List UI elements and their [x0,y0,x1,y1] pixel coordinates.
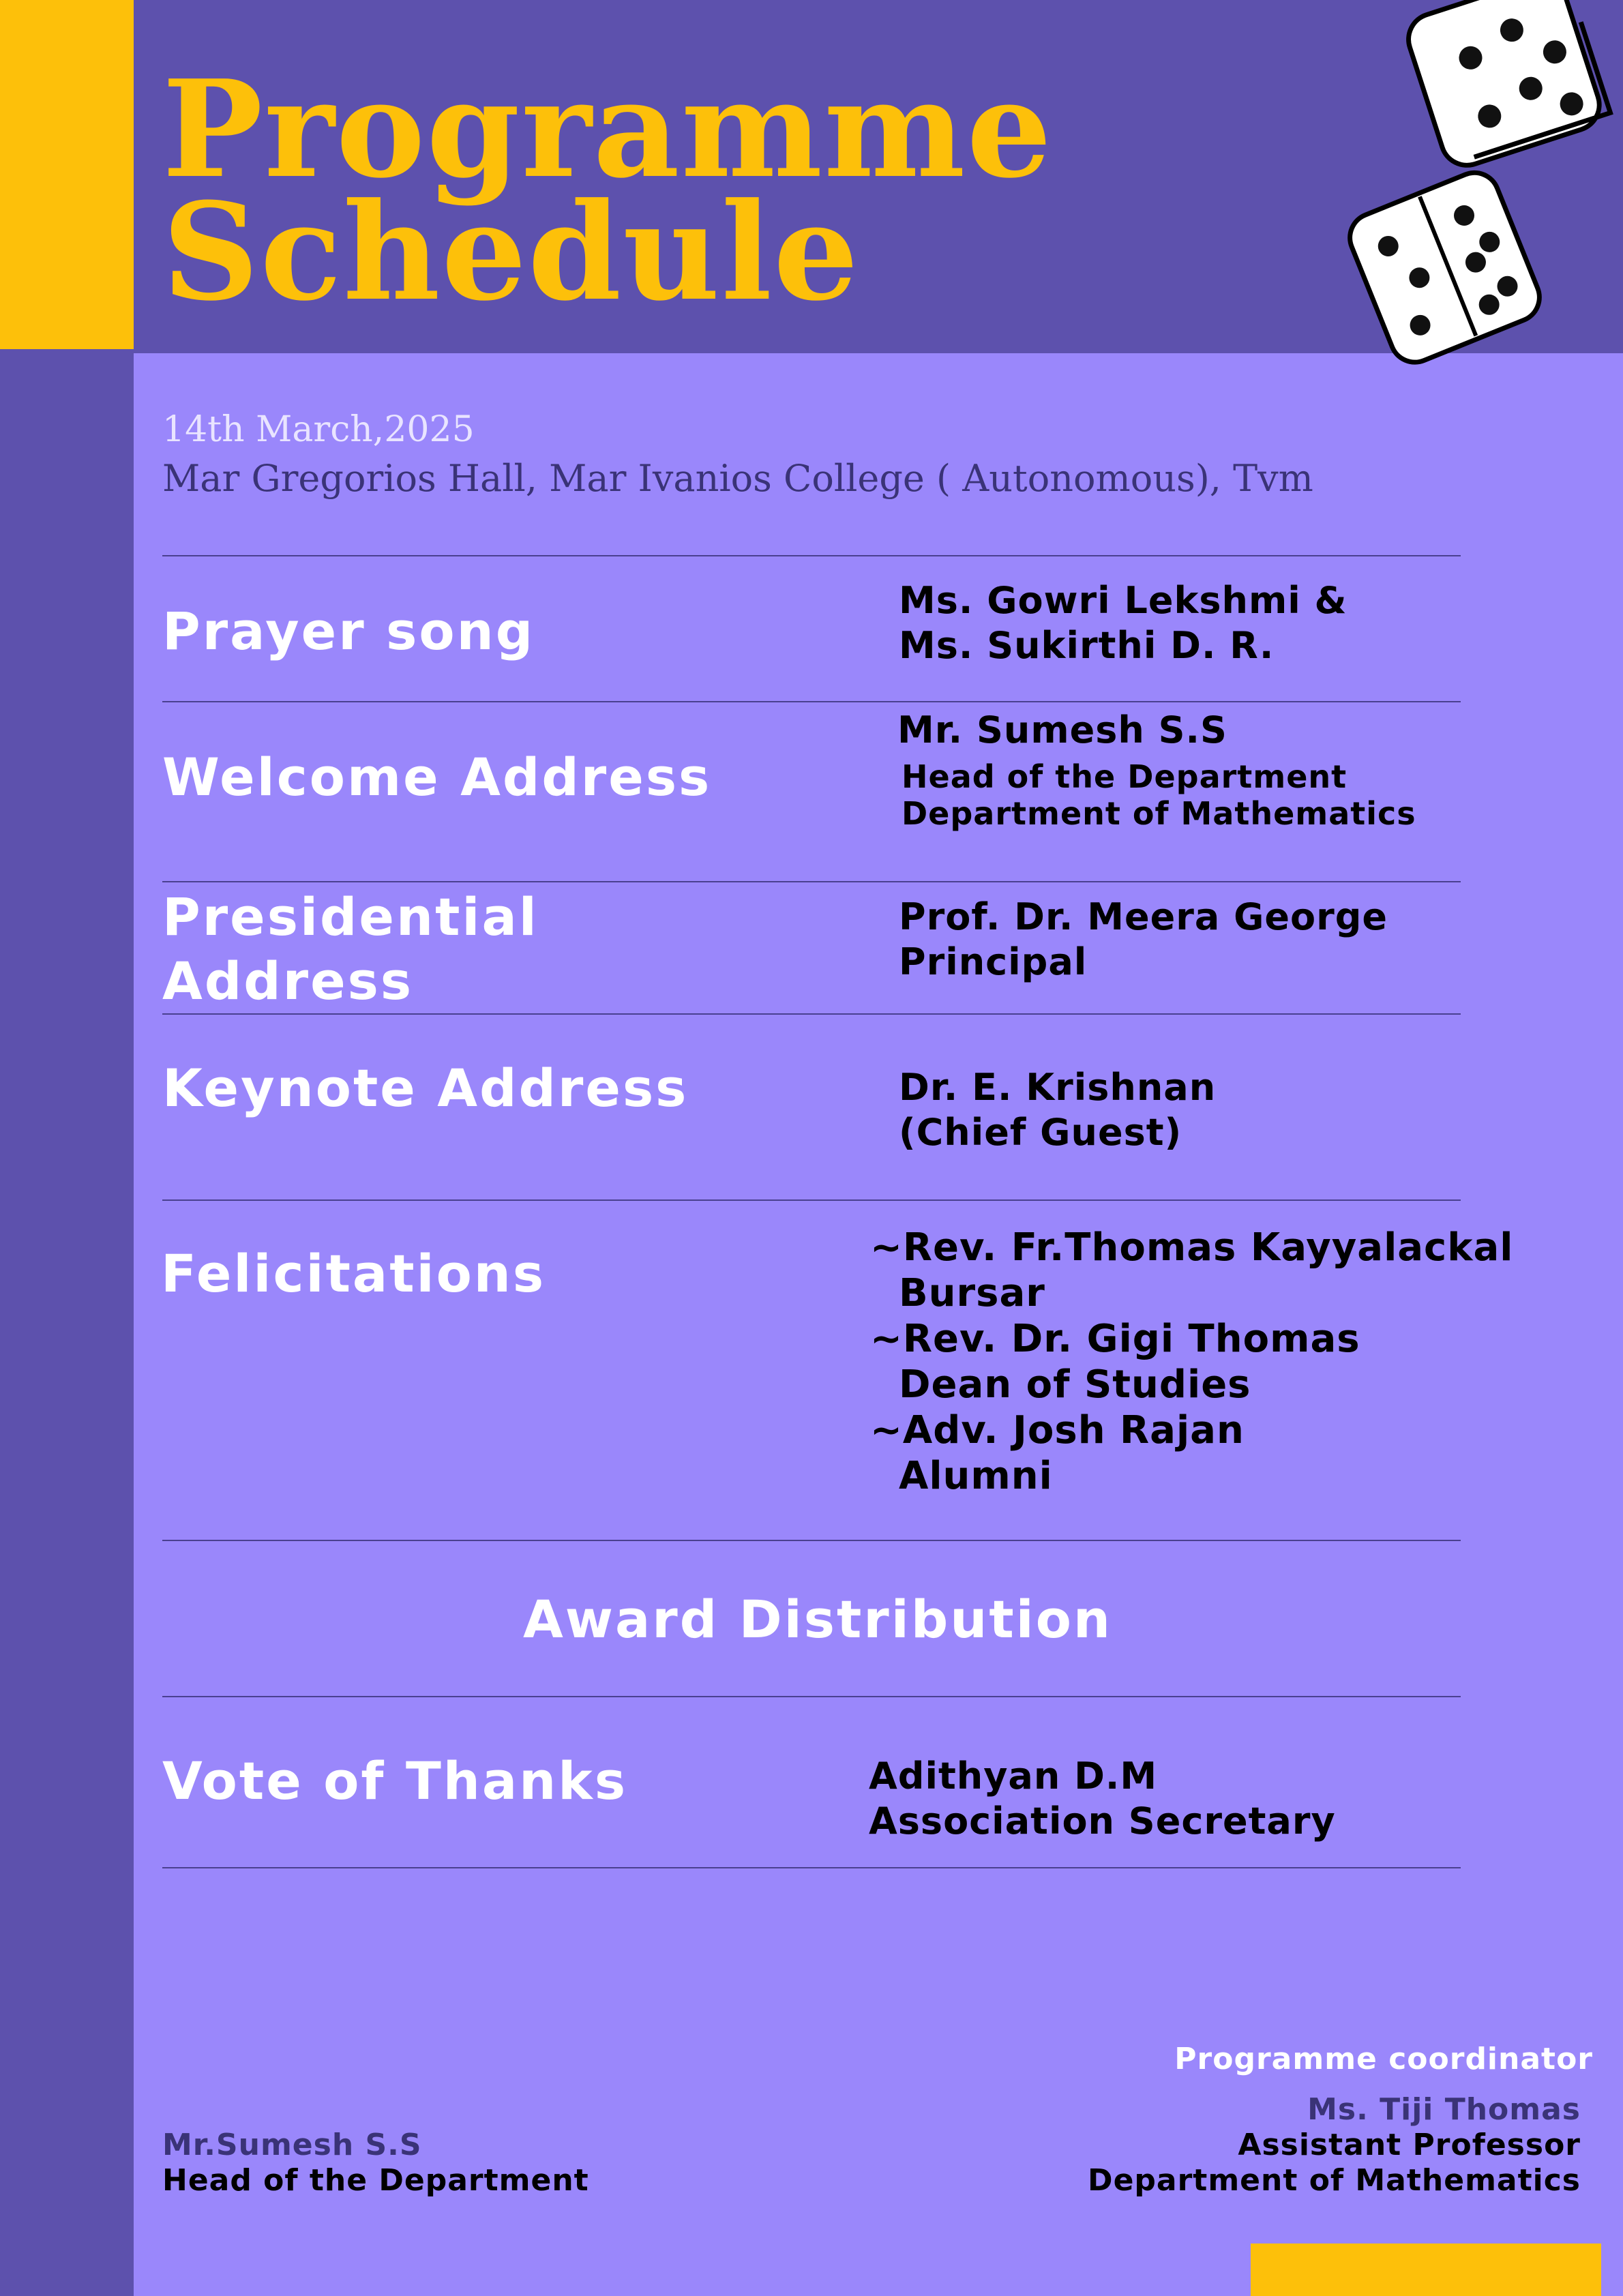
event-venue: Mar Gregorios Hall, Mar Ivanios College ( Autonomous), Tvm [162,457,1313,500]
event-date: 14th March,2025 [162,409,475,450]
info-line: Head of the Department [902,758,1347,795]
divider [162,1540,1461,1541]
footer-right-department: Department of Mathematics [1088,2163,1581,2198]
schedule-item-label: Vote of Thanks [162,1750,628,1811]
schedule-item-info [899,895,1388,985]
schedule-item-label: Welcome Address [162,747,712,807]
info-line: Ms. Sukirthi D. R. [899,624,1275,667]
info-line: Association Secretary [869,1800,1336,1843]
schedule-item-info [869,1754,1336,1844]
yellow-accent-block [0,0,134,349]
info-line: Mr. Sumesh S.S [897,709,1227,751]
schedule-item-info [870,1225,1513,1499]
info-line: Dean of Studies [899,1362,1251,1407]
page-title-line2: Schedule [162,174,860,331]
divider [162,701,1461,702]
info-line: Prof. Dr. Meera George [899,895,1388,938]
info-line: ~Rev. Dr. Gigi Thomas [870,1317,1360,1361]
divider [162,881,1461,882]
info-line: Bursar [899,1271,1045,1315]
info-line: ~Adv. Josh Rajan [870,1408,1245,1452]
bottom-yellow-accent [1251,2243,1601,2296]
info-line: Department of Mathematics [902,795,1416,832]
dice-icon [1337,157,1562,382]
award-distribution-heading: Award Distribution [522,1589,1113,1650]
divider [162,1013,1461,1015]
divider [162,1696,1461,1697]
divider [162,1199,1461,1201]
label-line: Presidential [162,886,539,947]
divider [162,555,1461,556]
schedule-item-info [897,708,1227,753]
footer-right-role: Assistant Professor [1238,2128,1581,2162]
schedule-item-label [162,885,708,1013]
label-line: Address [162,951,414,1011]
footer-left-role: Head of the Department [162,2163,589,2198]
schedule-item-label: Keynote Address [162,1058,689,1118]
footer-coordinator-heading: Programme coordinator [1174,2042,1593,2076]
info-line: Principal [899,940,1088,983]
footer-left-name: Mr.Sumesh S.S [162,2128,422,2162]
schedule-item-label: Prayer song [162,601,535,661]
info-line: Ms. Gowri Lekshmi & [899,579,1347,622]
footer-right-name: Ms. Tiji Thomas [1307,2092,1581,2127]
schedule-item-info [899,578,1347,668]
info-line: (Chief Guest) [899,1111,1182,1154]
info-line: Adithyan D.M [869,1755,1158,1798]
info-line: ~Rev. Fr.Thomas Kayyalackal [870,1225,1514,1270]
schedule-item-info [902,758,1416,832]
page-title-line1: Programme [162,51,1054,208]
info-line: Dr. E. Krishnan [899,1066,1217,1109]
divider [162,1867,1461,1868]
schedule-item-label: Felicitations [161,1243,546,1304]
schedule-item-info [899,1065,1216,1155]
info-line: Alumni [899,1454,1053,1498]
